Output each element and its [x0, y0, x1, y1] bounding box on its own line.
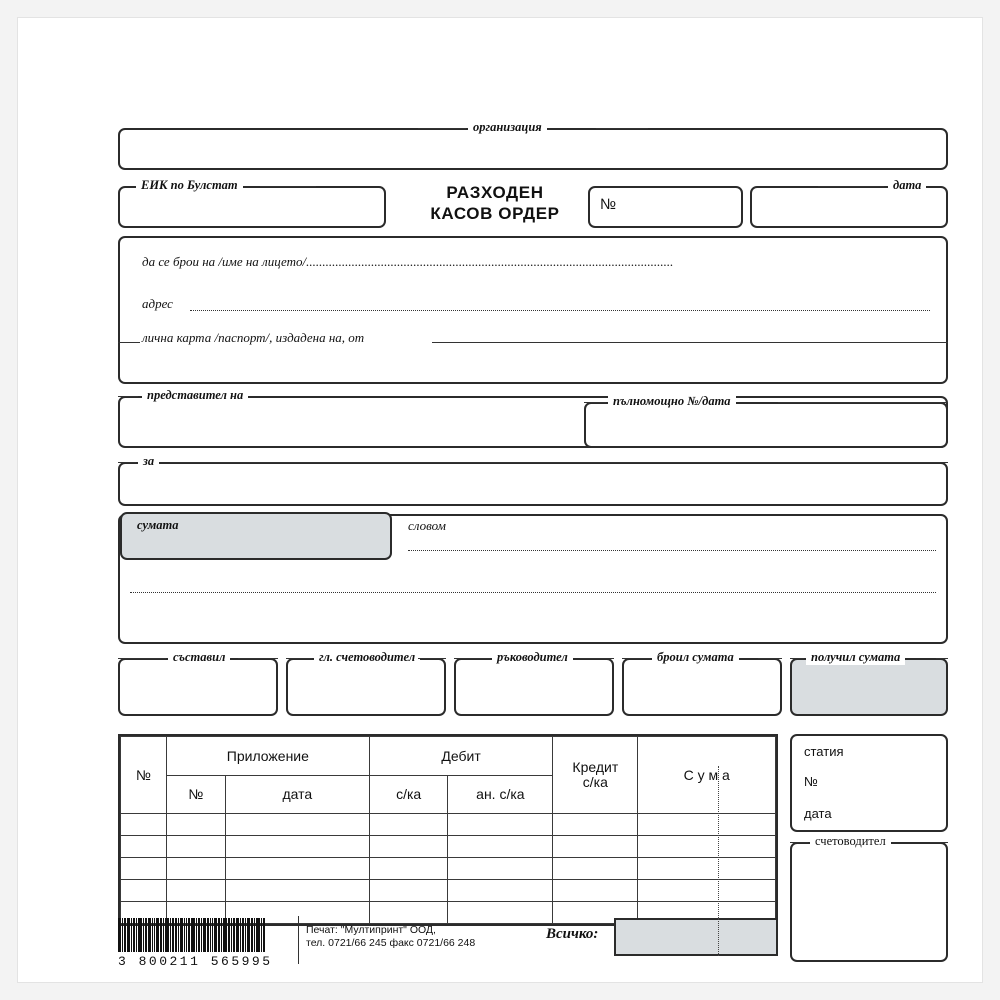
table-row[interactable]	[121, 880, 776, 902]
accountant-label: счетоводител	[810, 834, 891, 849]
th-credit-line1: Кредит	[572, 759, 619, 775]
sig-rule-1l	[118, 658, 166, 659]
barcode-number: 3 800211 565995	[118, 954, 273, 969]
document-sheet	[18, 18, 982, 982]
cell[interactable]	[369, 902, 448, 924]
cell[interactable]	[553, 836, 638, 858]
th-attachment: Приложение	[166, 737, 369, 776]
sig-rule-4l	[622, 658, 650, 659]
amount-label: сумата	[137, 518, 179, 532]
in-words-line-1	[408, 550, 936, 551]
accountant-panel[interactable]	[790, 842, 948, 962]
sig-rule-5r	[936, 658, 948, 659]
date-label: дата	[888, 178, 926, 193]
th-debit-analytic: ан. с/ка	[448, 775, 553, 814]
sig-rule-5l	[790, 658, 804, 659]
accounting-table-grid	[120, 736, 776, 924]
cell[interactable]	[553, 858, 638, 880]
poa-rule-left	[584, 402, 606, 403]
cell[interactable]	[448, 858, 553, 880]
organization-label-rule-left	[418, 128, 466, 129]
organization-label-rule-right	[596, 128, 648, 129]
cell[interactable]	[121, 858, 167, 880]
representative-label: представител на	[142, 388, 248, 403]
sig-rule-1r	[238, 658, 278, 659]
purpose-rule-right	[170, 462, 948, 463]
title-line-2: КАСОВ ОРДЕР	[430, 204, 560, 223]
address-label: адрес	[142, 296, 173, 311]
table-header-row-1	[121, 737, 776, 776]
id-card-label: лична карта /паспорт/, издадена на, от	[142, 330, 365, 345]
organization-label: организация	[468, 120, 547, 135]
signature-label-chief-accountant: гл. счетоводител	[314, 650, 420, 665]
article-label: статия	[804, 744, 844, 759]
order-number-label: №	[600, 196, 617, 213]
table-row[interactable]	[121, 836, 776, 858]
table-row[interactable]	[121, 858, 776, 880]
cell[interactable]	[166, 880, 225, 902]
barcode	[118, 918, 266, 952]
cell[interactable]	[121, 836, 167, 858]
th-sum: С у м а	[638, 737, 776, 814]
cell[interactable]	[638, 858, 776, 880]
cell[interactable]	[121, 814, 167, 836]
signature-label-compiler: съставил	[168, 650, 230, 665]
cell[interactable]	[369, 858, 448, 880]
article-number-label: №	[804, 774, 818, 789]
id-card-rule-right	[432, 342, 948, 343]
signature-box-received[interactable]	[790, 658, 948, 716]
cell[interactable]	[166, 836, 225, 858]
signature-label-counted: броил сумата	[652, 650, 739, 665]
cell[interactable]	[448, 880, 553, 902]
sig-rule-2l	[286, 658, 312, 659]
cell[interactable]	[638, 880, 776, 902]
eik-label-rule	[260, 186, 316, 187]
total-decimal-divider	[718, 918, 719, 956]
th-credit-line2: с/ка	[582, 774, 608, 790]
in-words-label: словом	[408, 518, 446, 533]
signature-box-manager[interactable]	[454, 658, 614, 716]
print-info-line-2: тел. 0721/66 245 факс 0721/66 248	[306, 936, 476, 949]
th-number: №	[121, 737, 167, 814]
address-dotted-line	[190, 310, 930, 311]
title-line-1: РАЗХОДЕН	[446, 183, 544, 202]
power-of-attorney-label: пълномощно №/дата	[608, 394, 736, 409]
signature-label-manager: ръководител	[492, 650, 573, 665]
article-date-label: дата	[804, 806, 832, 821]
th-credit	[553, 737, 638, 814]
signature-box-compiler[interactable]	[118, 658, 278, 716]
cell[interactable]	[166, 858, 225, 880]
accountant-rule-right	[930, 842, 948, 843]
sig-rule-4r	[758, 658, 782, 659]
cell[interactable]	[369, 814, 448, 836]
signature-label-received: получил сумата	[806, 650, 905, 665]
table-row[interactable]	[121, 814, 776, 836]
cell[interactable]	[448, 902, 553, 924]
cell[interactable]	[225, 836, 369, 858]
sig-rule-3l	[454, 658, 490, 659]
cell[interactable]	[225, 814, 369, 836]
th-debit: Дебит	[369, 737, 552, 776]
signature-box-counted[interactable]	[622, 658, 782, 716]
cell[interactable]	[638, 814, 776, 836]
sig-rule-2r	[418, 658, 446, 659]
cell[interactable]	[225, 880, 369, 902]
accounting-table[interactable]	[118, 734, 778, 926]
representative-rule-left	[118, 396, 138, 397]
cell[interactable]	[369, 836, 448, 858]
sig-rule-3r	[580, 658, 614, 659]
cell[interactable]	[553, 880, 638, 902]
date-label-rule	[818, 186, 884, 187]
eik-label: ЕИК по Булстат	[136, 178, 243, 193]
cell[interactable]	[553, 814, 638, 836]
cell[interactable]	[448, 836, 553, 858]
poa-rule-right	[778, 402, 948, 403]
cell[interactable]	[121, 880, 167, 902]
purpose-label: за	[138, 454, 159, 469]
page-title	[400, 182, 590, 224]
accountant-rule-left	[790, 842, 808, 843]
th-attachment-number: №	[166, 775, 225, 814]
id-card-rule-left	[118, 342, 140, 343]
purpose-field[interactable]	[118, 462, 948, 506]
purpose-rule-left	[118, 462, 136, 463]
cell[interactable]	[369, 880, 448, 902]
total-label: Всичко:	[546, 926, 599, 942]
total-value-field[interactable]	[614, 918, 778, 956]
th-attachment-date: дата	[225, 775, 369, 814]
th-debit-account: с/ка	[369, 775, 448, 814]
cell[interactable]	[448, 814, 553, 836]
sum-decimal-divider	[718, 766, 719, 926]
print-info-line-1: Печат: "Мултипринт" ООД,	[306, 924, 436, 936]
cash-order-form	[118, 106, 948, 969]
print-info	[306, 924, 475, 949]
pay-to-label: да се брои на /име на лицето/.................................................................................................................	[142, 254, 674, 269]
cell[interactable]	[166, 814, 225, 836]
in-words-line-2	[130, 592, 936, 593]
signature-box-chief-accountant[interactable]	[286, 658, 446, 716]
cell[interactable]	[225, 858, 369, 880]
cell[interactable]	[638, 836, 776, 858]
print-info-divider	[298, 916, 299, 964]
